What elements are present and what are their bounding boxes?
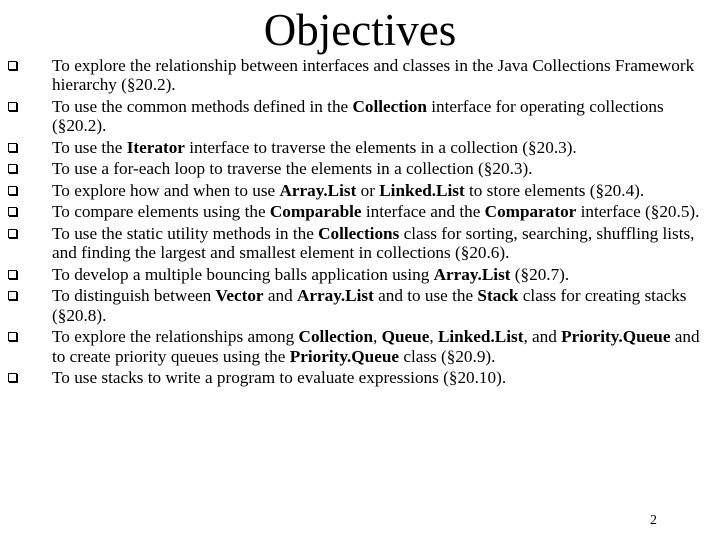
list-item [0,159,700,178]
bold-term: Stack [477,286,519,306]
bold-term: Comparator [484,202,577,222]
bold-term: Vector [215,286,264,306]
item-text: interface to traverse the elements in a collection (§20.3). [184,137,577,157]
item-text: and [263,286,297,306]
bold-term: Comparable [269,202,362,222]
item-text: To use stacks to write a program to evaluate expressions (§20.10). [52,368,507,388]
item-text: interface (§20.5). [576,202,700,222]
item-text: and to use the [373,286,478,306]
square-bullet-icon [8,270,17,279]
bold-term: Collection [352,96,427,116]
item-text: To compare elements using the [52,202,270,222]
item-text: To develop a multiple bouncing balls application using [52,264,434,284]
list-item [0,286,700,325]
list-item [0,56,700,95]
list-item [0,224,700,263]
page-number: 2 [650,513,657,528]
square-bullet-icon [8,229,17,238]
bold-term: Priority.Queue [561,327,671,347]
item-text: , [429,327,438,347]
bold-term: Iterator [126,137,185,157]
item-text: interface and the [361,202,485,222]
item-text: class for creating stacks (§20.8). [52,286,687,325]
item-text: To use the [52,137,127,157]
item-text: class (§20.9). [399,346,496,366]
list-item [0,138,700,157]
item-text: (§20.7). [510,264,570,284]
bold-term: Array.List [279,180,357,200]
bold-term: Linked.List [379,180,465,200]
item-text: class for sorting, searching, shuffling lists, and finding the largest and smallest element in collections (§20.6). [52,223,695,263]
square-bullet-icon [8,102,17,111]
item-text: , [373,327,382,347]
item-text: interface for operating collections (§20.2). [52,96,664,136]
item-text: , and [523,327,562,347]
square-bullet-icon [8,291,17,300]
square-bullet-icon [8,332,17,341]
bold-term: Collection [298,327,373,347]
list-item [0,97,700,136]
list-item [0,181,700,200]
square-bullet-icon [8,61,17,70]
item-text: to store elements (§20.4). [464,180,645,200]
item-text: To explore how and when to use [52,180,280,200]
square-bullet-icon [8,373,17,382]
list-item [0,327,700,366]
slide-title: Objectives [263,5,457,55]
item-text: and to create priority queues using the [52,327,700,366]
square-bullet-icon [8,143,17,152]
bold-term: Array.List [296,286,374,306]
bold-term: Queue [381,327,430,347]
list-item [0,265,700,284]
item-text: To explore the relationship between interfaces and classes in the Java Collections Framework hierarchy (§20.2). [52,56,695,95]
bold-term: Array.List [433,264,511,284]
item-text: To use the common methods defined in the [52,96,353,116]
list-item [0,202,700,221]
bold-term: Linked.List [437,327,524,347]
objectives-list [0,56,700,390]
bold-term: Collections [318,223,400,243]
item-text: To use the static utility methods in the [52,223,319,243]
square-bullet-icon [8,164,17,173]
square-bullet-icon [8,186,17,195]
item-text: To explore the relationships among [52,327,299,347]
bold-term: Priority.Queue [289,346,400,366]
item-text: To distinguish between [52,286,216,306]
item-text: or [356,180,380,200]
item-text: To use a for-each loop to traverse the elements in a collection (§20.3). [52,159,533,179]
square-bullet-icon [8,207,17,216]
list-item [0,368,700,387]
